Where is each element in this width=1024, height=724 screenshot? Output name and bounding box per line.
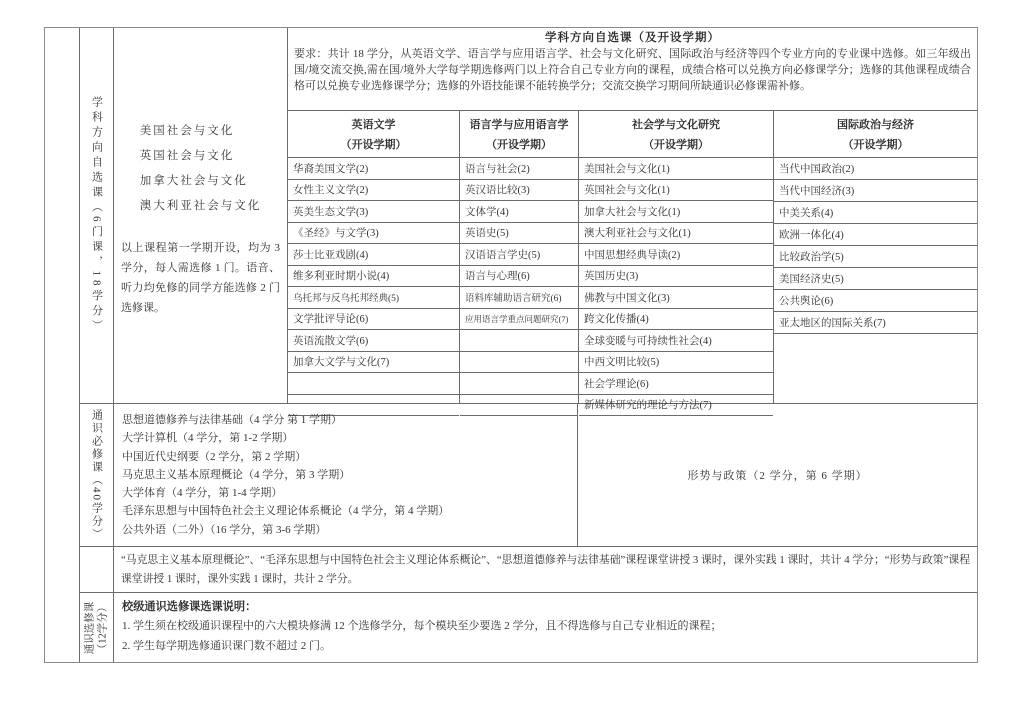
required-course-line: 大学体育（4 学分，第 1-4 学期）: [122, 487, 283, 500]
column-title: 语言学与应用语言学: [469, 119, 569, 131]
course-column-politics-economy: [773, 111, 977, 403]
course-cell: 应用语言学重点问题研究(7): [460, 309, 578, 331]
general-required-label: 通识必修课（40学分）: [90, 409, 103, 541]
column-subtitle: （开设学期）: [486, 139, 552, 151]
elective-course-area: [288, 28, 977, 412]
course-cell: 英国历史(3): [579, 266, 773, 288]
required-course-line: 公共外语（二外）（16 学分，第 3-6 学期）: [122, 523, 327, 536]
section-hours-note: “马克思主义基本原理概论”、“毛泽东思想与中国特色社会主义理论体系概论”、“思想道德修养与法律基础”课程课堂讲授 3 课时，课外实践 1 课时，共计 4 学分；“形势与政策”课程课堂讲授 1 课时，课外实践 1 课时，共计 2 学分。: [114, 547, 977, 593]
required-course-line: 毛泽东思想与中国特色社会主义理论体系概论（4 学分，第 4 学期）: [122, 505, 450, 518]
course-cell: 女性主义文学(2): [288, 180, 459, 202]
course-cell: 英汉语比较(3): [460, 180, 578, 202]
general-elective-label: [84, 601, 110, 654]
required-course-line: 中国近代史纲要（2 学分，第 2 学期）: [122, 450, 307, 463]
elective-requirement-text: 要求：共计 18 学分，从英语文学、语言学与应用语言学、社会与文化研究、国际政治与经济等四个专业方向的专业课中选修。如三年级出国/境交流交换,需在国/境外大学每学期选修两门以上符合自己专业方向的课程，成绩合格可以兑换方向必修课学分；选修的其他课程成绩合格可以兑换专业选修课学分；选修的外语技能课不能转换学分；交流交换学习期间所缺通识必修课需补修。: [294, 48, 971, 92]
course-cell: 中美关系(4): [774, 202, 977, 224]
course-cell: 语言与心理(6): [460, 266, 578, 288]
course-cell: [288, 373, 459, 395]
column-header-society-culture: [579, 111, 773, 158]
course-cell: [460, 352, 578, 374]
general-elective-rule: 2. 学生每学期选修通识课门数不超过 2 门。: [122, 639, 331, 652]
column-title: 国际政治与经济: [837, 119, 914, 131]
section-general-required: [114, 404, 977, 547]
column-subtitle: （开设学期）: [643, 139, 709, 151]
course-cell: 美国社会与文化(1): [579, 158, 773, 180]
course-cell: 加拿大文学与文化(7): [288, 352, 459, 374]
course-cell: 英美生态文学(3): [288, 201, 459, 223]
required-course-line: 思想道德修养与法律基础（4 学分 第 1 学期）: [122, 414, 342, 426]
course-cell: 比较政治学(5): [774, 246, 977, 268]
course-cell: 维多利亚时期小说(4): [288, 266, 459, 288]
course-column-english-literature: [288, 111, 459, 403]
course-cell: 语言与社会(2): [460, 158, 578, 180]
course-cell: 欧洲一体化(4): [774, 224, 977, 246]
course-cell: 中国思想经典导读(2): [579, 244, 773, 266]
section-elective-direction-label-cell: [80, 28, 114, 404]
curriculum-table: [44, 27, 978, 663]
column-subtitle: （开设学期）: [842, 139, 909, 151]
course-cell: 英语流散文学(6): [288, 330, 459, 352]
course-cell: 当代中国政治(2): [774, 158, 977, 180]
course-cell: 英语史(5): [460, 223, 578, 245]
direction-option: 澳大利亚社会与文化: [139, 200, 262, 212]
column-header-english-literature: [288, 111, 459, 158]
course-cell: 亚太地区的国际关系(7): [774, 312, 977, 334]
general-elective-rule: 1. 学生须在校级通识课程中的六大模块修满 12 个选修学分，每个模块至少要选 2 学分，且不得选修与自己专业相近的课程；: [122, 620, 722, 632]
course-cell: 社会学理论(6): [579, 373, 773, 395]
section-notes-label-cell: [80, 547, 114, 593]
column-title: 社会学与文化研究: [632, 119, 720, 131]
general-elective-heading: 校级通识选修课选课说明：: [122, 601, 257, 613]
course-cell: 公共舆论(6): [774, 290, 977, 312]
required-course-line: 马克思主义基本原理概论（4 学分，第 3 学期）: [122, 468, 351, 481]
course-cell: [460, 330, 578, 352]
course-cell: 华裔美国文学(2): [288, 158, 459, 180]
direction-option: 加拿大社会与文化: [139, 175, 248, 187]
direction-option: 美国社会与文化: [139, 125, 235, 137]
course-column-linguistics: [459, 111, 578, 403]
general-elective-label-line1: 通识选修课: [84, 601, 96, 654]
section-general-elective-label-cell: [80, 593, 114, 662]
course-cell: 《圣经》与文学(3): [288, 223, 459, 245]
course-cell: 乌托邦与反乌托邦经典(5): [288, 287, 459, 309]
course-grid: [288, 111, 977, 412]
course-cell: 美国经济史(5): [774, 268, 977, 290]
left-empty-column: [45, 28, 80, 662]
required-course-line: 大学计算机（4 学分，第 1-2 学期）: [122, 432, 294, 445]
course-cell: 跨文化传播(4): [579, 309, 773, 331]
required-course-list: [114, 404, 578, 546]
course-cell: 英国社会与文化(1): [579, 180, 773, 202]
elective-direction-label: 学科方向自选课（6门课，18学分）: [90, 96, 103, 335]
column-title: 英语文学: [351, 119, 396, 131]
general-elective-label-line2: （12学分）: [97, 601, 109, 654]
direction-options-list: [140, 113, 262, 222]
situation-policy-cell: 形势与政策（2 学分，第 6 学期）: [687, 470, 868, 482]
elective-section-title: 学科方向自选课（及开设学期）: [545, 32, 720, 44]
column-header-politics-economy: [774, 111, 977, 158]
column-header-linguistics: [460, 111, 578, 158]
section-elective-direction: [114, 28, 977, 412]
course-cell: 加拿大社会与文化(1): [579, 201, 773, 223]
course-cell: 全球变暖与可持续性社会(4): [579, 330, 773, 352]
course-cell: 中西文明比较(5): [579, 352, 773, 374]
course-cell: 澳大利亚社会与文化(1): [579, 223, 773, 245]
course-cell: 汉语语言学史(5): [460, 244, 578, 266]
course-cell: 语料库辅助语言研究(6): [460, 287, 578, 309]
direction-option: 英国社会与文化: [139, 150, 235, 162]
course-cell: 当代中国经济(3): [774, 180, 977, 202]
course-column-society-culture: [578, 111, 773, 412]
course-cell: 莎士比亚戏剧(4): [288, 244, 459, 266]
course-cell: 文体学(4): [460, 201, 578, 223]
course-cell: 新媒体研究的理论与方法(7): [579, 395, 773, 417]
column-subtitle: （开设学期）: [340, 139, 407, 151]
direction-note: 以上课程第一学期开设，均为 3 学分，每人需选修 1 门。语音、听力均免修的同学方能选修 2 门选修课。: [121, 242, 280, 314]
course-cell: 文学批评导论(6): [288, 309, 459, 331]
section-general-required-label-cell: [80, 404, 114, 547]
course-cell: [460, 373, 578, 395]
course-cell: 佛教与中国文化(3): [579, 287, 773, 309]
section-general-elective-notes: [114, 593, 977, 662]
elective-title-requirement-cell: [288, 28, 977, 111]
direction-options-cell: [114, 28, 288, 403]
